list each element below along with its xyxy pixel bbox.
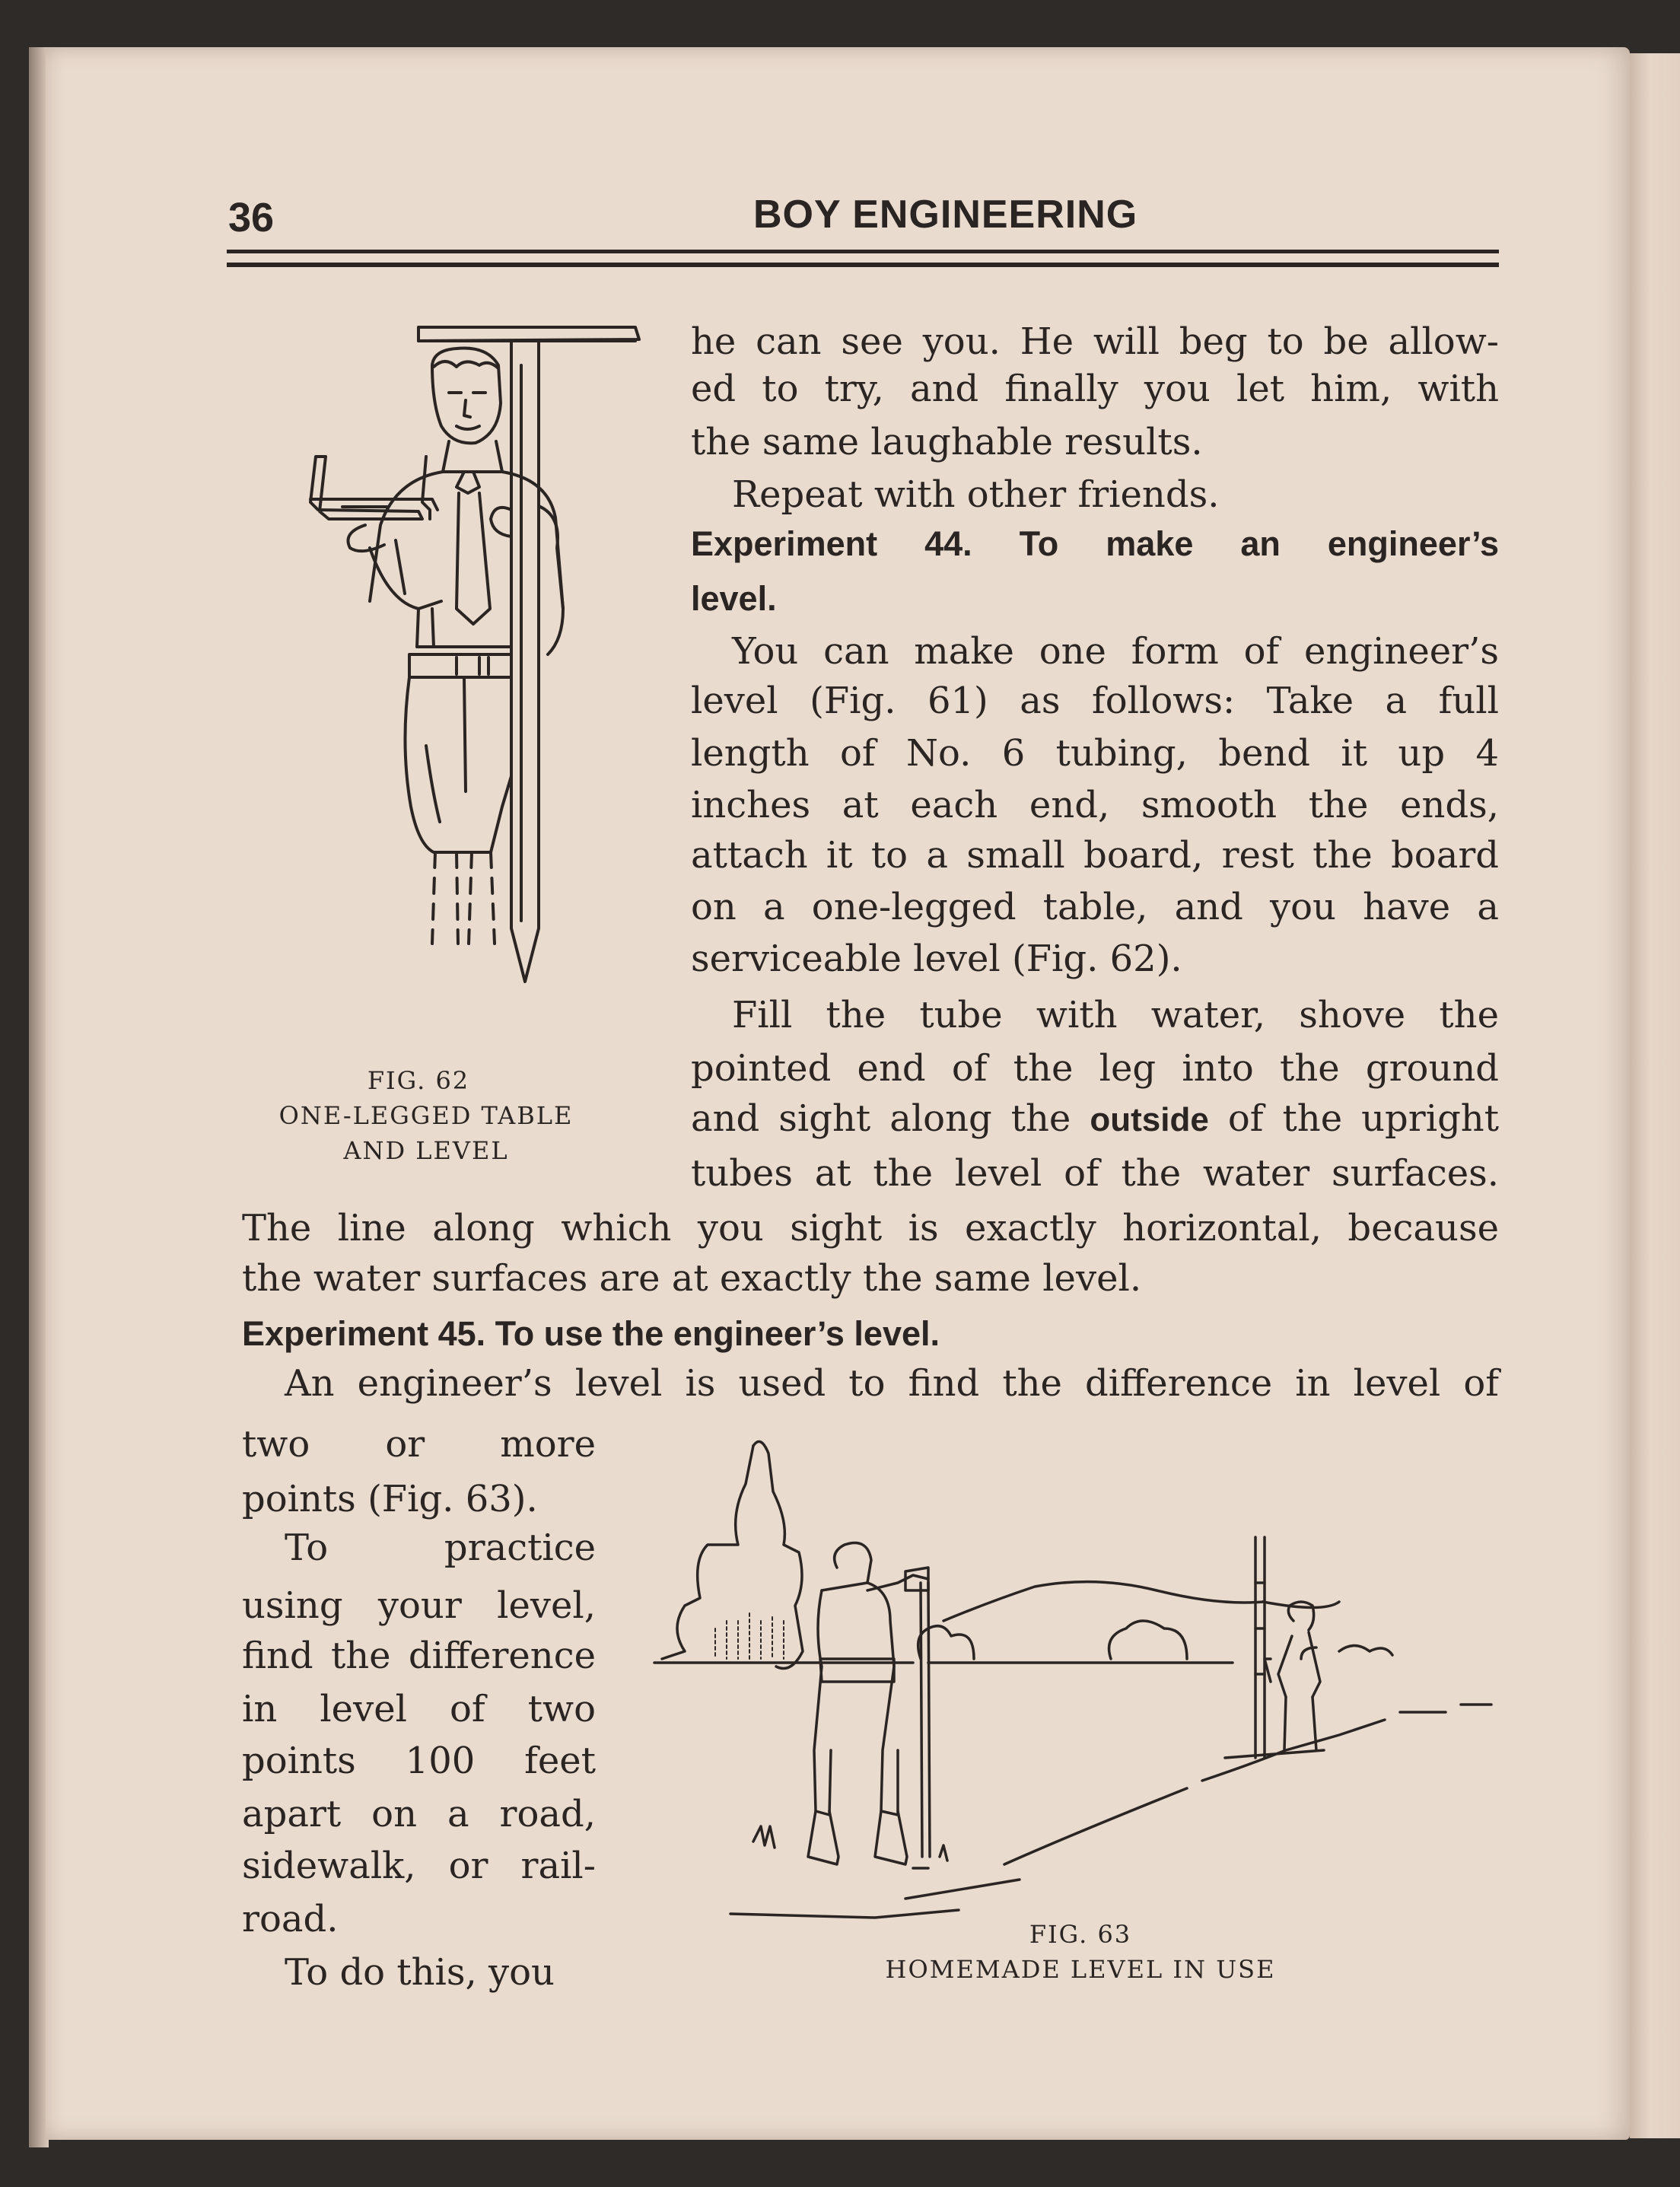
body-line: sidewalk, or rail- xyxy=(242,1845,596,1887)
fig63-caption: HOMEMADE LEVEL IN USE xyxy=(885,1955,1276,1984)
body-line: find the difference xyxy=(242,1635,596,1677)
body-text: of the upright xyxy=(1208,1097,1499,1140)
experiment-44-heading: Experiment 44. To make an engineer’s xyxy=(691,524,1499,563)
body-line: two or more xyxy=(242,1423,596,1466)
facing-page-edge xyxy=(1630,53,1680,2138)
header-rule-bottom xyxy=(227,263,1499,267)
body-line: using your level, xyxy=(242,1584,596,1627)
fig63-number: FIG. 63 xyxy=(1029,1920,1132,1949)
body-line xyxy=(691,1097,1499,1140)
body-line: road. xyxy=(242,1898,339,1940)
body-line: the water surfaces are at exactly the same level. xyxy=(242,1257,1142,1300)
body-line: the same laughable results. xyxy=(691,421,1203,463)
body-line: To practice xyxy=(285,1526,596,1569)
header-rule-top xyxy=(227,250,1499,253)
body-line: in level of two xyxy=(242,1688,596,1730)
body-line: he can see you. He will beg to be allow- xyxy=(691,320,1499,363)
body-line: level (Fig. 61) as follows: Take a full xyxy=(691,680,1499,722)
body-line: To do this, you xyxy=(285,1951,555,1994)
body-line: ed to try, and finally you let him, with xyxy=(691,368,1499,410)
body-line: inches at each end, smooth the ends, xyxy=(691,784,1499,826)
body-line: on a one-legged table, and you have a xyxy=(691,886,1499,928)
body-text: and sight along the xyxy=(691,1097,1090,1140)
body-line: The line along which you sight is exactly horizontal, because xyxy=(242,1207,1499,1249)
fig62-illustration xyxy=(228,320,654,1065)
body-line: apart on a road, xyxy=(242,1793,596,1835)
experiment-44-heading-cont: level. xyxy=(691,579,777,618)
body-line: tubes at the level of the water surfaces. xyxy=(691,1152,1499,1195)
page-number: 36 xyxy=(228,195,275,240)
body-line: points (Fig. 63). xyxy=(242,1478,538,1520)
body-line: You can make one form of engineer’s xyxy=(732,630,1499,673)
fig63-illustration xyxy=(639,1431,1507,1933)
para-repeat: Repeat with other friends. xyxy=(732,473,1220,516)
body-line: attach it to a small board, rest the board xyxy=(691,834,1499,877)
emphasis-outside: outside xyxy=(1090,1101,1209,1138)
body-line: Fill the tube with water, shove the xyxy=(732,994,1499,1036)
body-line: points 100 feet xyxy=(242,1740,596,1782)
body-line: An engineer’s level is used to find the difference in level of xyxy=(285,1362,1499,1405)
running-title: BOY ENGINEERING xyxy=(753,193,1138,237)
fig62-number: FIG. 62 xyxy=(367,1066,470,1095)
body-line: serviceable level (Fig. 62). xyxy=(691,938,1182,980)
experiment-45-heading: Experiment 45. To use the engineer’s level. xyxy=(242,1314,940,1353)
body-line: length of No. 6 tubing, bend it up 4 xyxy=(691,732,1499,775)
fig62-caption-line2: AND LEVEL xyxy=(343,1136,509,1165)
body-line: pointed end of the leg into the ground xyxy=(691,1047,1499,1090)
fig62-caption-line1: ONE-LEGGED TABLE xyxy=(278,1101,574,1130)
